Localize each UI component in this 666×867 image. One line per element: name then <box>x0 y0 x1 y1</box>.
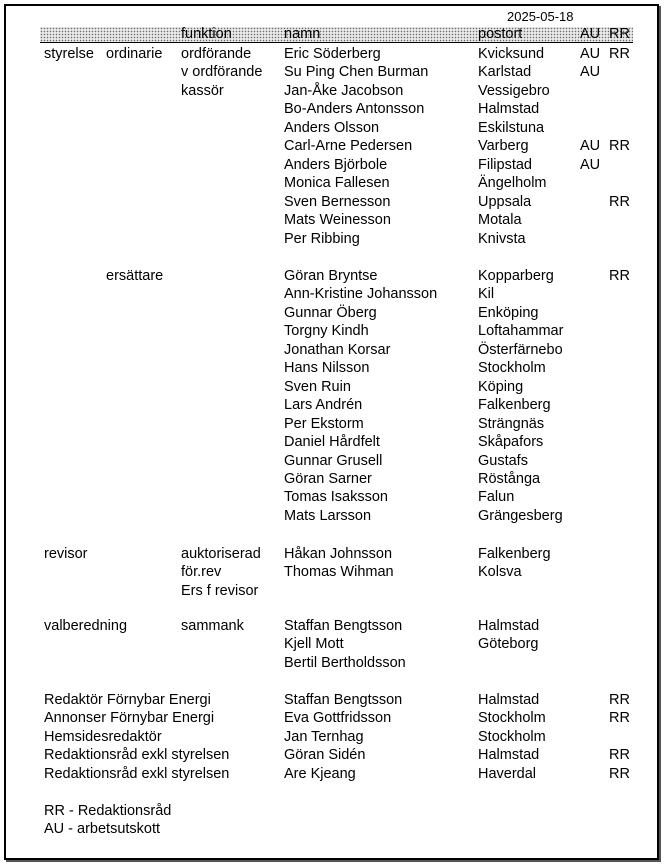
cell-postort: Stockholm <box>478 710 546 727</box>
cell-role: Annonser Förnybar Energi <box>44 710 215 727</box>
cell-namn: Jonathan Korsar <box>284 341 391 358</box>
cell-namn: Ann-Kristine Johansson <box>284 286 438 303</box>
cell-postort: Karlstad <box>478 64 532 81</box>
cell-funktion: för.rev <box>181 564 222 581</box>
cell-namn: Göran Bryntse <box>284 268 378 284</box>
cell-postort: Kolsva <box>478 564 522 581</box>
cell-postort: Kvicksund <box>478 46 545 62</box>
cell-rr: RR <box>609 138 630 155</box>
cell-namn: Bo-Anders Antonsson <box>284 101 425 118</box>
header-rr: RR <box>609 26 630 42</box>
cell-rr: RR <box>609 193 630 210</box>
cell-namn: Are Kjeang <box>284 765 356 782</box>
cell-postort: Göteborg <box>478 636 539 653</box>
cell-postort: Skåpafors <box>478 434 544 451</box>
cell-namn: Göran Sarner <box>284 470 372 487</box>
cell-namn: Lars Andrén <box>284 397 363 414</box>
cell-namn: Su Ping Chen Burman <box>284 64 429 81</box>
group-label: styrelse <box>44 46 94 62</box>
cell-namn: Sven Bernesson <box>284 193 391 210</box>
group-label: valberedning <box>44 618 128 634</box>
cell-namn: Anders Björbole <box>284 156 388 173</box>
cell-funktion: kassör <box>181 82 224 99</box>
header-namn: namn <box>284 26 321 42</box>
cell-postort: Loftahammar <box>478 323 564 340</box>
cell-postort: Stockholm <box>478 728 546 745</box>
cell-namn: Håkan Johnsson <box>284 546 393 562</box>
cell-postort: Stockholm <box>478 360 546 377</box>
cell-role: Redaktör Förnybar Energi <box>44 692 211 708</box>
cell-namn: Anders Olsson <box>284 119 380 136</box>
cell-namn: Mats Weinesson <box>284 212 391 229</box>
cell-postort: Varberg <box>478 138 529 155</box>
cell-namn: Jan-Åke Jacobson <box>284 82 404 99</box>
cell-rr: RR <box>609 46 630 62</box>
cell-namn: Kjell Mott <box>284 636 344 653</box>
cell-au: AU <box>580 64 601 81</box>
cell-funktion: sammank <box>181 618 244 634</box>
subgroup-label: ordinarie <box>106 46 163 62</box>
cell-postort: Halmstad <box>478 618 540 634</box>
cell-namn: Gunnar Grusell <box>284 452 383 469</box>
cell-postort: Falkenberg <box>478 546 551 562</box>
cell-postort: Motala <box>478 212 522 229</box>
cell-namn: Carl-Arne Pedersen <box>284 138 413 155</box>
cell-role: Redaktionsråd exkl styrelsen <box>44 765 230 782</box>
group-label: revisor <box>44 546 88 562</box>
cell-postort: Köping <box>478 378 524 395</box>
cell-funktion: ordförande <box>181 46 252 62</box>
cell-postort: Vessigebro <box>478 82 550 99</box>
cell-namn: Staffan Bengtsson <box>284 692 403 708</box>
cell-namn: Thomas Wihman <box>284 564 394 581</box>
cell-namn: Tomas Isaksson <box>284 489 388 506</box>
header-au: AU <box>580 26 601 42</box>
cell-funktion: auktoriserad <box>181 546 261 562</box>
header-band <box>40 27 633 42</box>
cell-postort: Kopparberg <box>478 268 554 284</box>
cell-rr: RR <box>609 765 630 782</box>
cell-rr: RR <box>609 747 630 764</box>
cell-postort: Halmstad <box>478 692 540 708</box>
cell-rr: RR <box>609 268 630 284</box>
cell-rr: RR <box>609 710 630 727</box>
cell-postort: Ängelholm <box>478 175 547 192</box>
cell-au: AU <box>580 46 601 62</box>
legend-item: AU - arbetsutskott <box>44 821 161 838</box>
legend-item: RR - Redaktionsråd <box>44 803 172 819</box>
document-date: 2025-05-18 <box>507 9 574 24</box>
cell-namn: Staffan Bengtsson <box>284 618 403 634</box>
cell-namn: Hans Nilsson <box>284 360 370 377</box>
cell-namn: Mats Larsson <box>284 507 372 524</box>
header-postort: postort <box>478 26 523 42</box>
cell-role: Hemsidesredaktör <box>44 728 162 745</box>
cell-postort: Strängnäs <box>478 415 545 432</box>
cell-postort: Eskilstuna <box>478 119 545 136</box>
cell-namn: Torgny Kindh <box>284 323 369 340</box>
cell-au: AU <box>580 138 601 155</box>
cell-namn: Per Ekstorm <box>284 415 364 432</box>
cell-namn: Bertil Bertholdsson <box>284 654 406 671</box>
cell-namn: Per Ribbing <box>284 230 360 247</box>
cell-postort: Falun <box>478 489 515 506</box>
cell-namn: Monica Fallesen <box>284 175 390 192</box>
cell-namn: Sven Ruin <box>284 378 351 395</box>
cell-funktion: v ordförande <box>181 64 263 81</box>
cell-namn: Gunnar Öberg <box>284 304 377 321</box>
cell-postort: Österfärnebo <box>478 341 563 358</box>
cell-postort: Halmstad <box>478 101 540 118</box>
cell-funktion: Ers f revisor <box>181 582 259 599</box>
cell-postort: Falkenberg <box>478 397 551 414</box>
cell-namn: Daniel Hårdfelt <box>284 434 380 451</box>
header-funktion: funktion <box>181 26 232 42</box>
cell-namn: Eric Söderberg <box>284 46 381 62</box>
cell-postort: Gustafs <box>478 452 528 469</box>
cell-postort: Uppsala <box>478 193 532 210</box>
cell-postort: Enköping <box>478 304 539 321</box>
cell-postort: Filipstad <box>478 156 532 173</box>
cell-postort: Röstånga <box>478 470 541 487</box>
cell-rr: RR <box>609 692 630 708</box>
cell-namn: Göran Sidén <box>284 747 366 764</box>
cell-au: AU <box>580 156 601 173</box>
cell-namn: Eva Gottfridsson <box>284 710 392 727</box>
header-rule <box>40 42 633 43</box>
cell-postort: Knivsta <box>478 230 526 247</box>
cell-postort: Halmstad <box>478 747 540 764</box>
cell-postort: Haverdal <box>478 765 537 782</box>
cell-role: Redaktionsråd exkl styrelsen <box>44 747 230 764</box>
cell-namn: Jan Ternhag <box>284 728 364 745</box>
cell-postort: Grängesberg <box>478 507 563 524</box>
subgroup-label: ersättare <box>106 268 164 284</box>
cell-postort: Kil <box>478 286 495 303</box>
